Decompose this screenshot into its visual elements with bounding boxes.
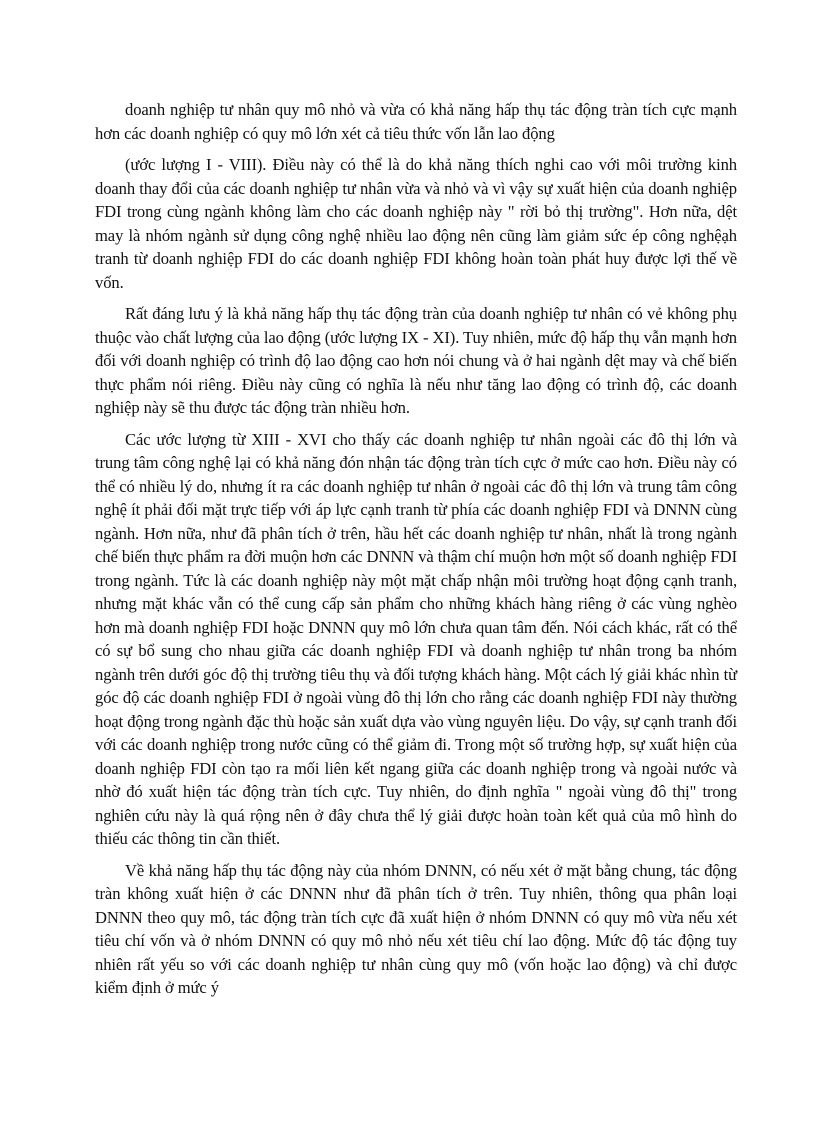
paragraph-3: Rất đáng lưu ý là khả năng hấp thụ tác động tràn của doanh nghiệp tư nhân có vẻ không phụ thuộc vào chất lượng của lao động (ước lượng IX - XI). Tuy nhiên, mức độ hấp thụ vẫn mạnh hơn đối với doanh nghiệp có trình độ lao động cao hơn nói chung và ở hai ngành dệt may và chế biến thực phẩm nói riêng. Điều này cũng có nghĩa là nếu như tăng lao động có trình độ, các doanh nghiệp này sẽ thu được tác động tràn nhiều hơn. (95, 304, 737, 417)
paragraph-1: doanh nghiệp tư nhân quy mô nhỏ và vừa có khả năng hấp thụ tác động tràn tích cực mạnh hơn các doanh nghiệp có quy mô lớn xét cả tiêu thức vốn lẫn lao động (95, 100, 737, 143)
paragraph-2: (ước lượng I - VIII). Điều này có thể là do khả năng thích nghi cao với môi trường kinh doanh thay đổi của các doanh nghiệp tư nhân vừa và nhỏ và vì vậy sự xuất hiện của doanh nghiệp FDI trong cùng ngành không làm cho các doanh nghiệp này " rời bỏ thị trường". Hơn nữa, dệt may là nhóm ngành sử dụng công nghệ nhiều lao động nên cũng làm giảm sức ép công nghệạh tranh từ doanh nghiệp FDI do các doanh nghiệp FDI không hoàn toàn phát huy được lợi thế về vốn. (95, 155, 737, 292)
document-page (95, 98, 737, 1008)
paragraph-4: Các ước lượng từ XIII - XVI cho thấy các doanh nghiệp tư nhân ngoài các đô thị lớn và trung tâm công nghệ lại có khả năng đón nhận tác động tràn tích cực ở mức cao hơn. Điều này có thể có nhiều lý do, nhưng ít ra các doanh nghiệp tư nhân ở ngoài các đô thị lớn và trung tâm công nghệ ít phải đối mặt trực tiếp với áp lực cạnh tranh từ phía các doanh nghiệp FDI và DNNN cùng ngành. Hơn nữa, như đã phân tích ở trên, hầu hết các doanh nghiệp tư nhân, nhất là trong ngành chế biến thực phẩm ra đời muộn hơn các DNNN và thậm chí muộn hơn một số doanh nghiệp FDI trong ngành. Tức là các doanh nghiệp này một mặt chấp nhận môi trường hoạt động cạnh tranh, nhưng mặt khác vẫn có thể cung cấp sản phẩm cho những khách hàng riêng ở các vùng nghèo hơn mà doanh nghiệp FDI hoặc DNNN quy mô lớn chưa quan tâm đến. Nói cách khác, rất có thể có sự bổ sung cho nhau giữa các doanh nghiệp FDI và doanh nghiệp tư nhân trong ba nhóm ngành trên dưới góc độ thị trường tiêu thụ và đối tượng khách hàng. Một cách lý giải khác nhìn từ góc độ các doanh nghiệp FDI ở ngoài vùng đô thị lớn cho rằng các doanh nghiệp FDI này thường hoạt động trong ngành đặc thù hoặc sản xuất dựa vào vùng nguyên liệu. Do vậy, sự cạnh tranh đối với các doanh nghiệp trong nước cũng có thể giảm đi. Trong một số trường hợp, sự xuất hiện của doanh nghiệp FDI còn tạo ra mối liên kết ngang giữa các doanh nghiệp trong và ngoài nước và nhờ đó xuất hiện tác động tràn tích cực. Tuy nhiên, do định nghĩa " ngoài vùng đô thị" trong nghiên cứu này là quá rộng nên ở đây chưa thể lý giải được hoàn toàn kết quả của mô hình do thiếu các thông tin cần thiết. (95, 429, 737, 848)
paragraph-5: Về khả năng hấp thụ tác động này của nhóm DNNN, có nếu xét ở mặt bằng chung, tác động tràn không xuất hiện ở các DNNN như đã phân tích ở trên. Tuy nhiên, thông qua phân loại DNNN theo quy mô, tác động tràn tích cực đã xuất hiện ở nhóm DNNN có quy mô vừa nếu xét tiêu chí vốn và ở nhóm DNNN có quy mô nhỏ nếu xét tiêu chí lao động. Mức độ tác động tuy nhiên rất yếu so với các doanh nghiệp tư nhân cùng quy mô (vốn hoặc lao động) và chỉ được kiểm định ở mức ý (95, 860, 737, 997)
